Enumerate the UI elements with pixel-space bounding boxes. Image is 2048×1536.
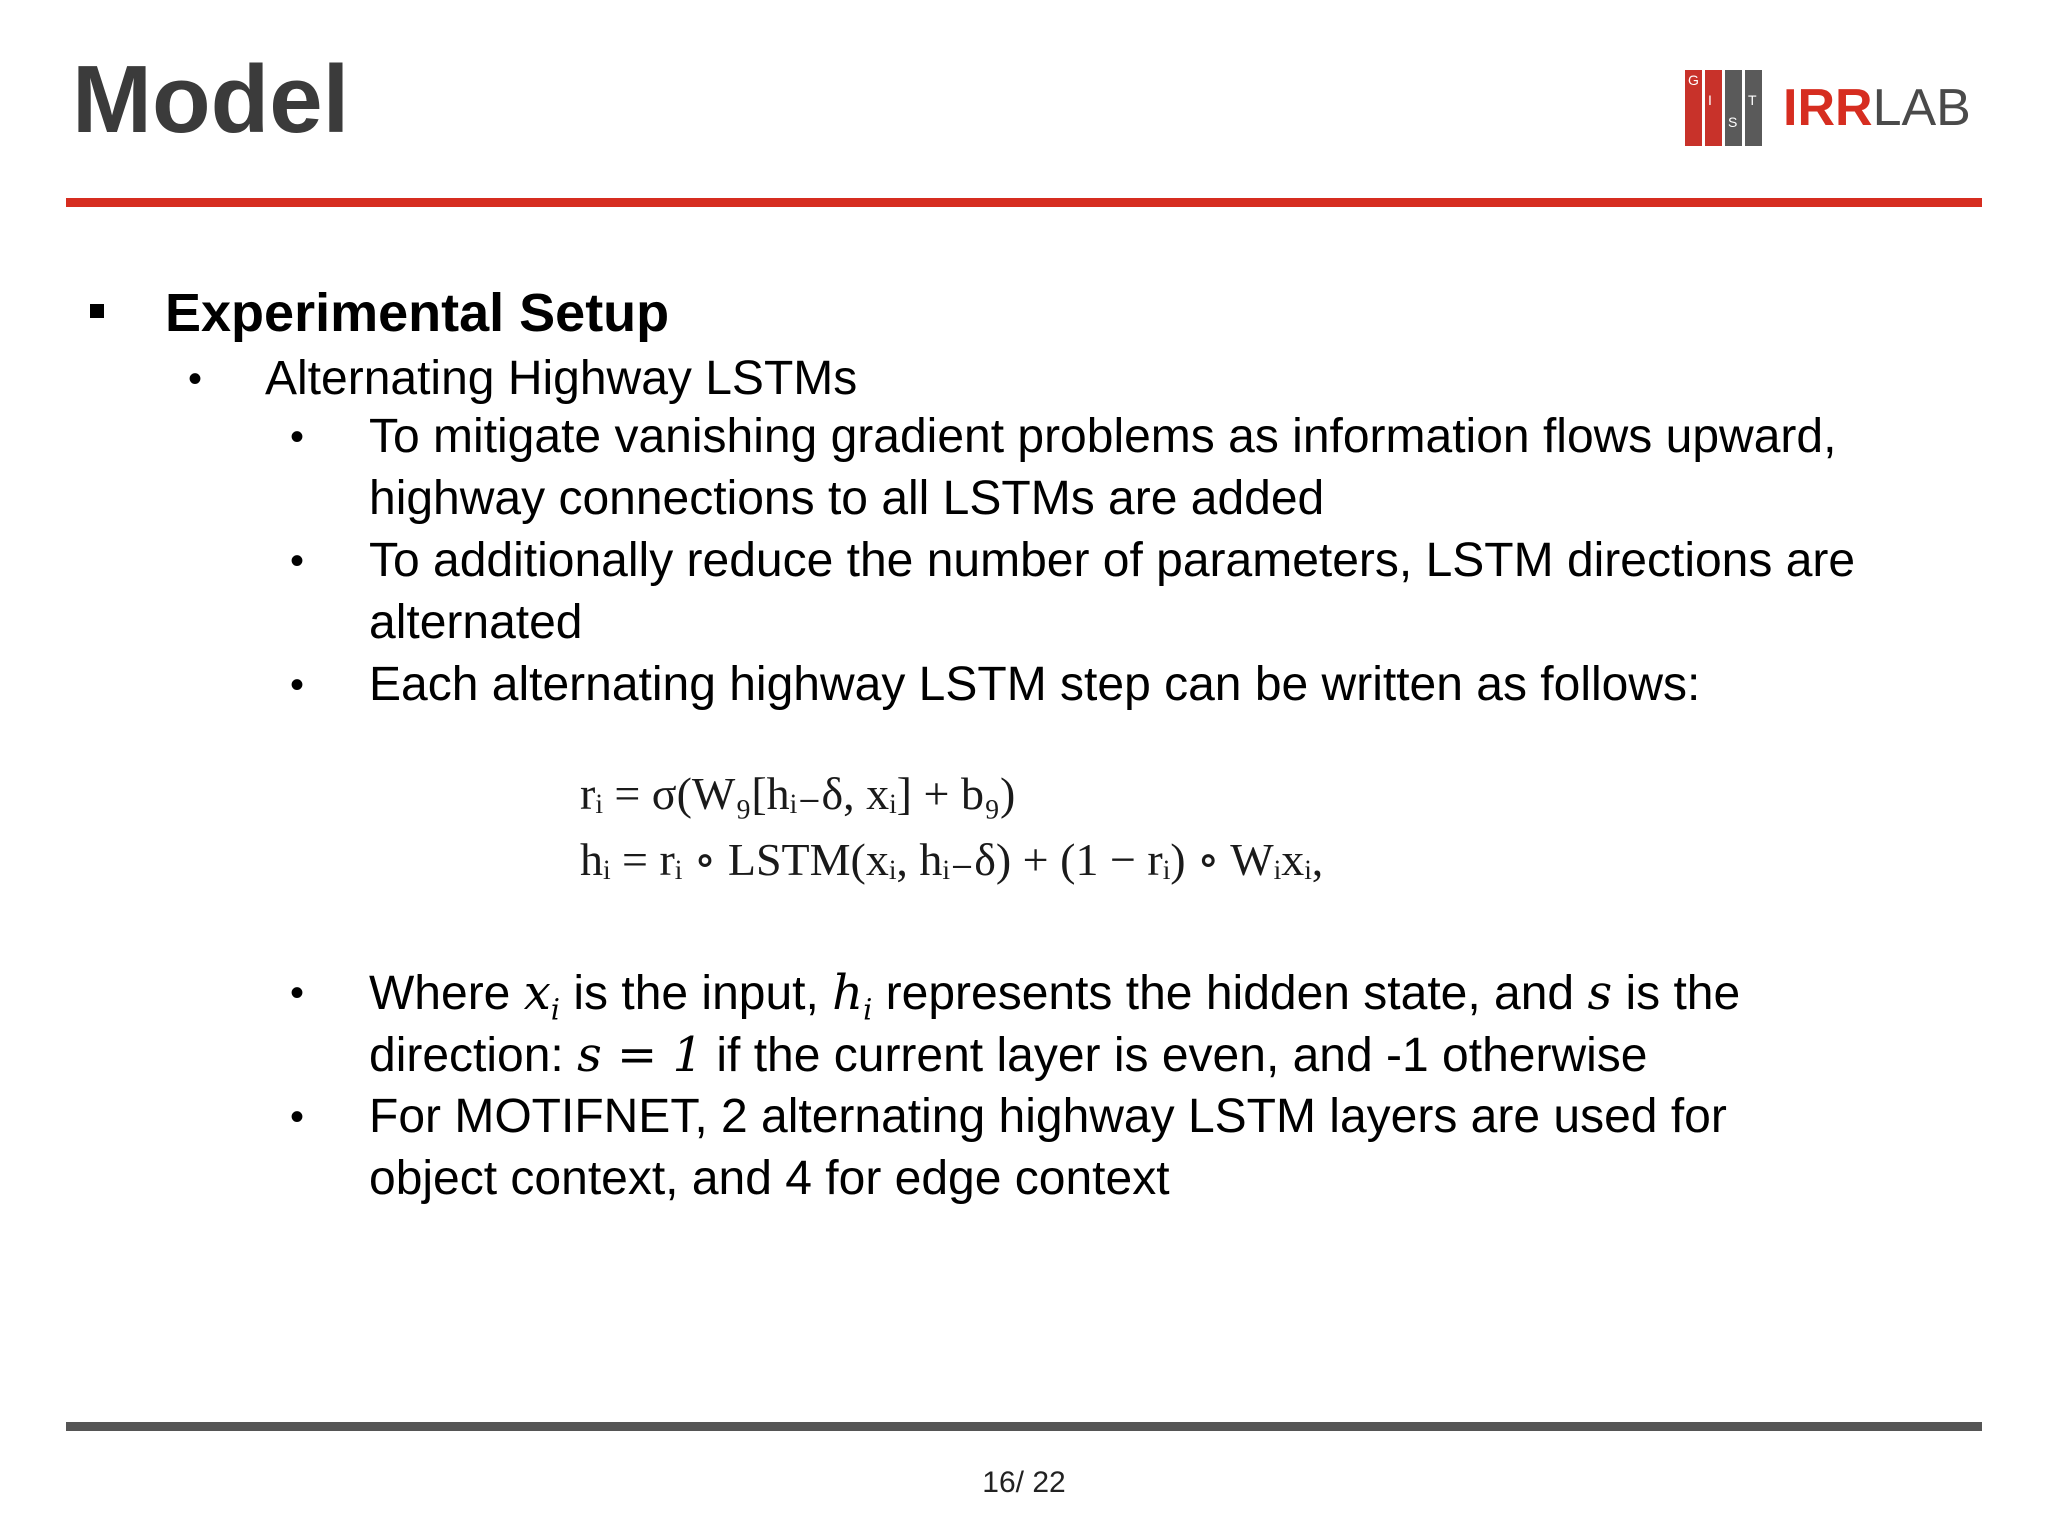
list-item-text: For MOTIFNET, 2 alternating highway LSTM layers are used for [369, 1090, 1727, 1143]
math-h-i: $h_i$ [832, 965, 873, 1027]
bullet-dot-icon: • [290, 663, 305, 707]
title-divider [66, 198, 1982, 207]
list-item-text: To additionally reduce the number of parameters, LSTM directions are [369, 534, 1856, 587]
list-item-text: highway connections to all LSTMs are added [369, 472, 1325, 525]
logo-wordmark [1783, 79, 1971, 137]
logo-bar-g: G [1685, 70, 1702, 146]
list-item-text: Where $x_i$ is the input, $h_i$ represents the hidden state, and s is the [369, 965, 1741, 1027]
footer-divider [66, 1422, 1982, 1431]
bullet-dot-icon: • [290, 971, 305, 1015]
logo-bar-t: T [1745, 70, 1762, 146]
section-heading: Experimental Setup [165, 283, 670, 343]
list-item-text: object context, and 4 for edge context [369, 1152, 1170, 1205]
bullet-dot-icon: • [188, 357, 203, 401]
logo-bar-i: I [1705, 70, 1722, 146]
list-item-text: alternated [369, 596, 583, 649]
formula-line-2: hᵢ = rᵢ ∘ LSTM(xᵢ, hᵢ₋δ) + (1 − rᵢ) ∘ Wᵢxᵢ, [580, 834, 1324, 885]
math-s-eq: s = 1 [577, 1027, 704, 1083]
math-s: s [1587, 965, 1613, 1021]
square-bullet-icon [90, 304, 104, 318]
gist-logo-mark [1685, 70, 1765, 146]
list-item-text: direction: s = 1 if the current layer is even, and -1 otherwise [369, 1027, 1648, 1083]
bullet-dot-icon: • [290, 539, 305, 583]
irrlab-logo [1685, 70, 1971, 146]
bullet-dot-icon: • [290, 415, 305, 459]
page-number: 16/ 22 [982, 1466, 1066, 1499]
math-x-i: $x_i$ [523, 965, 561, 1027]
logo-text-lab: LAB [1872, 79, 1971, 137]
logo-bar-s: S [1725, 70, 1742, 146]
list-item-text: Each alternating highway LSTM step can be written as follows: [369, 658, 1701, 711]
formula-line-1: rᵢ = σ(W₉[hᵢ₋δ, xᵢ] + b₉) [580, 768, 1016, 819]
bullet-dot-icon: • [290, 1095, 305, 1139]
list-item-text: Alternating Highway LSTMs [265, 352, 858, 405]
logo-text-irr: IRR [1783, 79, 1873, 137]
highway-lstm-formula [580, 758, 1500, 918]
slide-title: Model [72, 46, 350, 153]
list-item-text: To mitigate vanishing gradient problems as information flows upward, [369, 410, 1837, 463]
